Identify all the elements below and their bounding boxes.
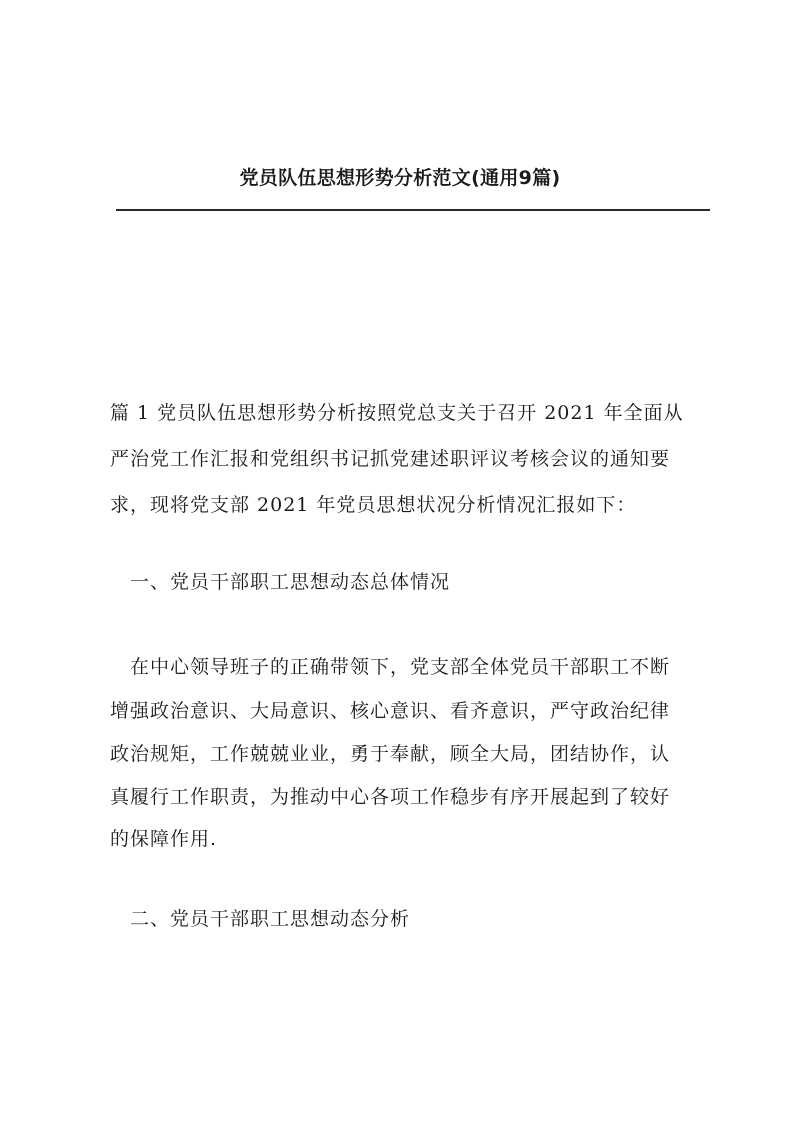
document-title: 党员队伍思想形势分析范文(通用9篇) xyxy=(239,167,561,189)
paragraph1-line-3: 政治规矩，工作兢兢业业，勇于奉献，顾全大局，团结协作，认 xyxy=(110,743,671,765)
intro-line-3: 求，现将党支部 2021 年党员思想状况分析情况汇报如下： xyxy=(110,494,637,516)
paragraph1-line-2: 增强政治意识、大局意识、核心意识、看齐意识，严守政治纪律 xyxy=(110,700,671,722)
title-divider xyxy=(116,209,710,211)
intro-line-2: 严治党工作汇报和党组织书记抓党建述职评议考核会议的通知要 xyxy=(110,448,671,470)
section-heading-1: 一、党员干部职工思想动态总体情况 xyxy=(130,571,451,593)
section-heading-2: 二、党员干部职工思想动态分析 xyxy=(130,908,411,930)
paragraph1-line-5: 的保障作用. xyxy=(110,828,218,850)
paragraph1-line-1: 在中心领导班子的正确带领下，党支部全体党员干部职工不断 xyxy=(130,656,671,678)
paragraph1-line-4: 真履行工作职责，为推动中心各项工作稳步有序开展起到了较好 xyxy=(110,786,671,808)
intro-line-1: 篇 1 党员队伍思想形势分析按照党总支关于召开 2021 年全面从 xyxy=(110,402,684,424)
